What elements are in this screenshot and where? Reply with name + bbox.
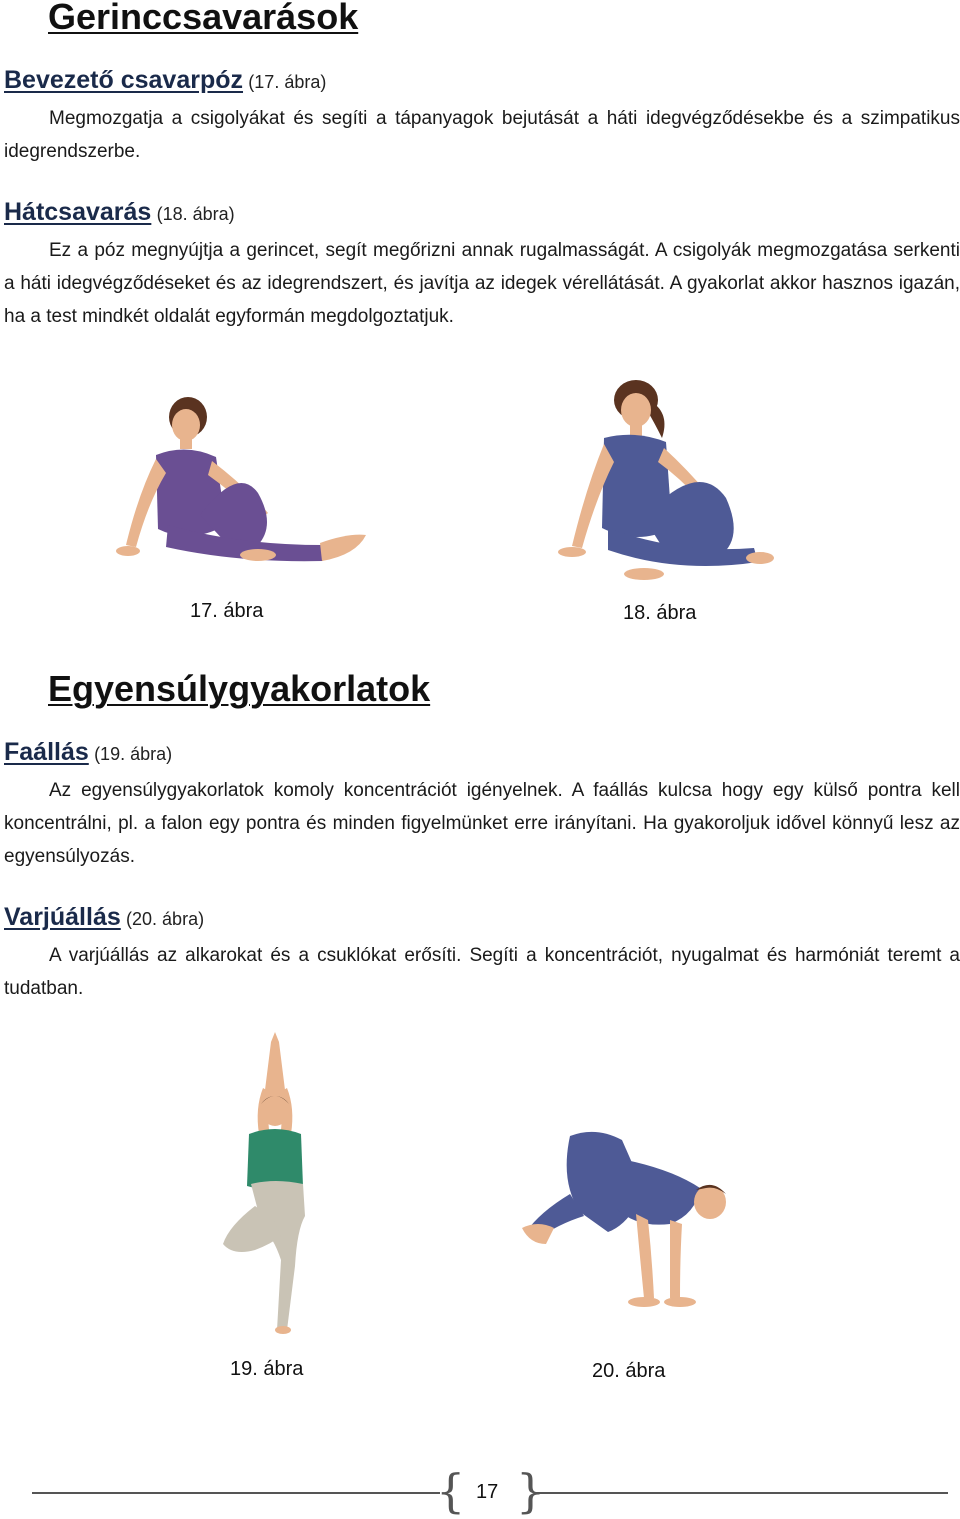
figure-reference: (20. ábra) [126,909,205,929]
section-title-egyensuly: Egyensúlygyakorlatok [48,668,431,709]
section-heading-varjuallas [4,903,204,932]
section-text-faallas: Az egyensúlygyakorlatok komoly koncentrációt igényelnek. A faállás kulcsa hogy egy külső pontra kell koncentrálni, pl. a falon egy pontra és minden figyelmünket erre irányítani. Ha gyakoroljuk idővel könnyű lesz az egyensúlyozás. [4,780,960,867]
section-heading-bevezeto [4,66,326,95]
left-brace-icon: { [436,1464,466,1518]
figure-19-caption: 19. ábra [230,1358,304,1380]
section-heading-faallas [4,738,172,767]
section-name: Hátcsavarás [4,198,152,226]
section-name: Bevezető csavarpóz [4,66,244,94]
footer-rule-left [32,1492,440,1494]
figure-reference: (18. ábra) [156,204,235,224]
section-text-hatcsavaras: Ez a póz megnyújtja a gerincet, segít megőrizni annak rugalmasságát. A csigolyák megmozgatása serkenti a háti idegvégződéseket és az idegrendszert, és javítja az idegek vérellátását. A gyakorlat akkor hasznos igazán, ha a test mindkét oldalát egyformán megdolgoztatjuk. [4,240,960,327]
figure-18-caption: 18. ábra [623,602,697,624]
section-name: Varjúállás [4,903,121,931]
right-brace-icon: } [516,1464,546,1518]
figure-17-caption: 17. ábra [190,600,264,622]
figure-reference: (19. ábra) [94,744,173,764]
figure-19-tree-pose-image [215,1030,335,1335]
section-heading-hatcsavaras [4,198,235,227]
figure-20-crow-pose-image [520,1128,740,1318]
section-text-varjuallas: A varjúállás az alkarokat és a csuklókat erősíti. Segíti a koncentrációt, nyugalmat és harmóniát teremt a tudatban. [4,945,960,999]
figure-18-back-twist-image [548,378,778,588]
section-text-bevezeto: Megmozgatja a csigolyákat és segíti a tápanyagok bejutását a háti idegvégződésekbe és a szimpatikus idegrendszerbe. [4,108,960,162]
figure-reference: (17. ábra) [248,72,327,92]
figure-17-seated-twist-image [108,395,374,575]
footer-rule-right [534,1492,948,1494]
page-title: Gerinccsavarások [48,0,359,37]
page-number: 17 [476,1481,499,1503]
figure-20-caption: 20. ábra [592,1360,666,1382]
section-name: Faállás [4,738,89,766]
